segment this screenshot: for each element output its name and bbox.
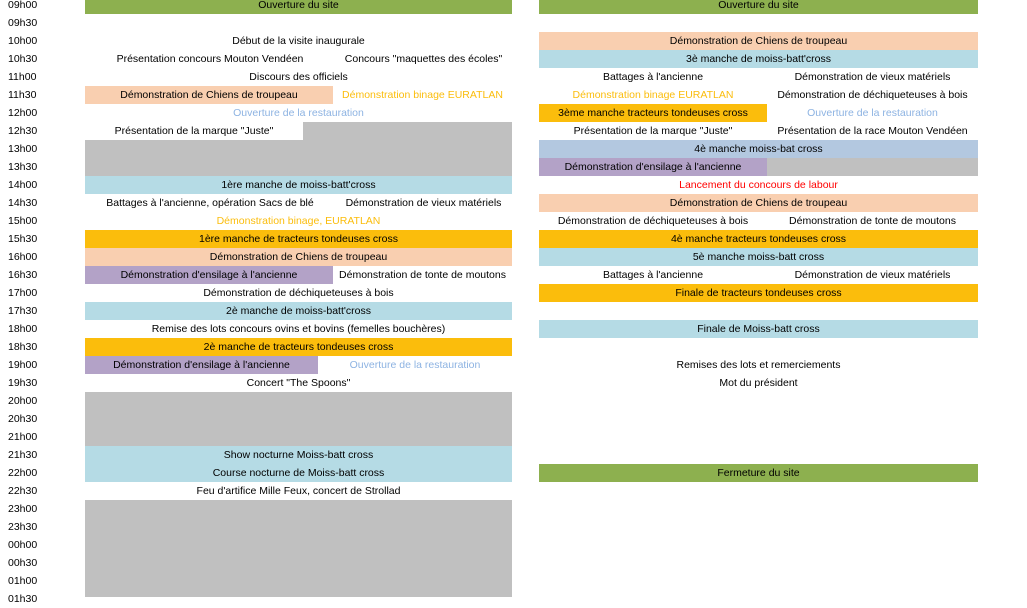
d2-ouverture-site: Ouverture du site [539,0,978,14]
d2-vieux-materiels-1630: Démonstration de vieux matériels [794,269,951,281]
d1-ensilage-1900: Démonstration d'ensilage à l'ancienne [85,356,318,374]
d1-ouverture-site: Ouverture du site [85,0,512,14]
time-label: 15h00 [8,215,38,227]
d1-feu-artifice: Feu d'artifice Mille Feux, concert de Strollad [196,485,401,497]
d1-concours-maquettes: Concours "maquettes des écoles" [344,53,503,65]
d1-moiss-1400: 1ère manche de moiss-batt'cross [85,176,512,194]
d2-moiss-1600: 5è manche moiss-batt cross [539,248,978,266]
time-label: 12h00 [8,107,38,119]
d1-chiens-1600: Démonstration de Chiens de troupeau [85,248,512,266]
time-label: 14h00 [8,179,38,191]
d2-fermeture: Fermeture du site [539,464,978,482]
time-label: 12h30 [8,125,38,137]
d1-tonte-1630: Démonstration de tonte de moutons [339,269,506,281]
time-label: 11h00 [8,71,37,83]
d2-dechiqueteuses-1500: Démonstration de déchiqueteuses à bois [557,215,749,227]
time-label: 19h30 [8,377,38,389]
d1-moiss-1730: 2è manche de moiss-batt'cross [85,302,512,320]
time-label: 21h30 [8,449,38,461]
d2-chiens-1430: Démonstration de Chiens de troupeau [539,194,978,212]
time-label: 18h30 [8,341,38,353]
time-label: 15h30 [8,233,38,245]
d2-battages-1100: Battages à l'ancienne [602,71,704,83]
time-label: 00h00 [8,539,38,551]
time-label: 10h00 [8,35,38,47]
time-label: 22h00 [8,467,38,479]
time-label: 22h30 [8,485,38,497]
d2-finale-tracteurs: Finale de tracteurs tondeuses cross [539,284,978,302]
d2-mot-president: Mot du président [719,377,798,389]
d2-tracteurs-1200: 3ème manche tracteurs tondeuses cross [539,104,767,122]
d2-ensilage-1330: Démonstration d'ensilage à l'ancienne [539,158,767,176]
d2-finale-moiss: Finale de Moiss-batt cross [539,320,978,338]
d2-remises-lots: Remises des lots et remerciements [676,359,841,371]
d1-grey-block-2300 [85,500,512,597]
d1-remise-lots-1800: Remise des lots concours ovins et bovins (femelles bouchères) [151,323,446,335]
time-label: 11h30 [8,89,37,101]
d1-discours: Discours des officiels [249,71,348,83]
time-label: 20h30 [8,413,38,425]
d1-ouverture-resto-1900: Ouverture de la restauration [349,359,481,371]
d1-concert-spoons: Concert "The Spoons" [246,377,351,389]
d2-tracteurs-1530: 4è manche tracteurs tondeuses cross [539,230,978,248]
time-label: 20h00 [8,395,38,407]
d2-binage-1130: Démonstration binage EURATLAN [572,89,734,101]
time-label: 10h30 [8,53,38,65]
time-label: 13h00 [8,143,38,155]
d1-grey-block-1300 [85,140,512,176]
time-label: 13h30 [8,161,38,173]
time-label: 16h30 [8,269,38,281]
d2-dechiqueteuses-1130: Démonstration de déchiqueteuses à bois [777,89,968,101]
d1-binage-1500: Démonstration binage, EURATLAN [216,215,381,227]
d2-chiens-1000: Démonstration de Chiens de troupeau [539,32,978,50]
d2-labour: Lancement du concours de labour [679,179,838,191]
time-label: 09h30 [8,17,38,29]
d1-presentation-mouton: Présentation concours Mouton Vendéen [116,53,304,65]
time-label: 14h30 [8,197,38,209]
d1-grey-block-1230 [303,122,512,140]
d2-battages-1630: Battages à l'ancienne [602,269,704,281]
d1-binage-1130: Démonstration binage EURATLAN [342,89,503,101]
time-label: 19h00 [8,359,38,371]
d2-vieux-materiels-1100: Démonstration de vieux matériels [794,71,951,83]
d1-debut-visite: Début de la visite inaugurale [232,35,365,47]
d1-chiens-1130: Démonstration de Chiens de troupeau [85,86,333,104]
d1-tracteurs-1830: 2è manche de tracteurs tondeuses cross [85,338,512,356]
d1-course-nocturne: Course nocturne de Moiss-batt cross [85,464,512,482]
d2-tonte-1500: Démonstration de tonte de moutons [789,215,956,227]
time-label: 00h30 [8,557,38,569]
d1-dechiqueteuses-1700: Démonstration de déchiqueteuses à bois [203,287,394,299]
d1-grey-block-2000 [85,392,512,446]
time-label: 23h30 [8,521,38,533]
d1-marque-juste: Présentation de la marque "Juste" [114,125,274,137]
time-label: 16h00 [8,251,38,263]
d1-ensilage-1630: Démonstration d'ensilage à l'ancienne [85,266,333,284]
time-label: 17h30 [8,305,38,317]
time-label: 09h00 [8,0,38,11]
d2-marque-juste: Présentation de la marque "Juste" [573,125,733,137]
d1-vieux-materiels-1430: Démonstration de vieux matériels [345,197,502,209]
d2-ouverture-resto-1200: Ouverture de la restauration [807,107,938,119]
d2-moiss-1030: 3è manche de moiss-batt'cross [539,50,978,68]
d2-moiss-1300: 4è manche moiss-bat cross [539,140,978,158]
d1-ouverture-resto-1200: Ouverture de la restauration [233,107,364,119]
d1-battages-1430: Battages à l'ancienne, opération Sacs de blé [106,197,314,209]
time-label: 01h30 [8,593,38,605]
d2-grey-block-1330 [767,158,978,176]
time-label: 21h00 [8,431,38,443]
time-label: 23h00 [8,503,38,515]
time-label: 18h00 [8,323,38,335]
d1-tracteurs-1530: 1ère manche de tracteurs tondeuses cross [85,230,512,248]
d2-race-mouton: Présentation de la race Mouton Vendéen [777,125,968,137]
time-label: 17h00 [8,287,38,299]
time-label: 01h00 [8,575,38,587]
d1-show-nocturne: Show nocturne Moiss-batt cross [85,446,512,464]
